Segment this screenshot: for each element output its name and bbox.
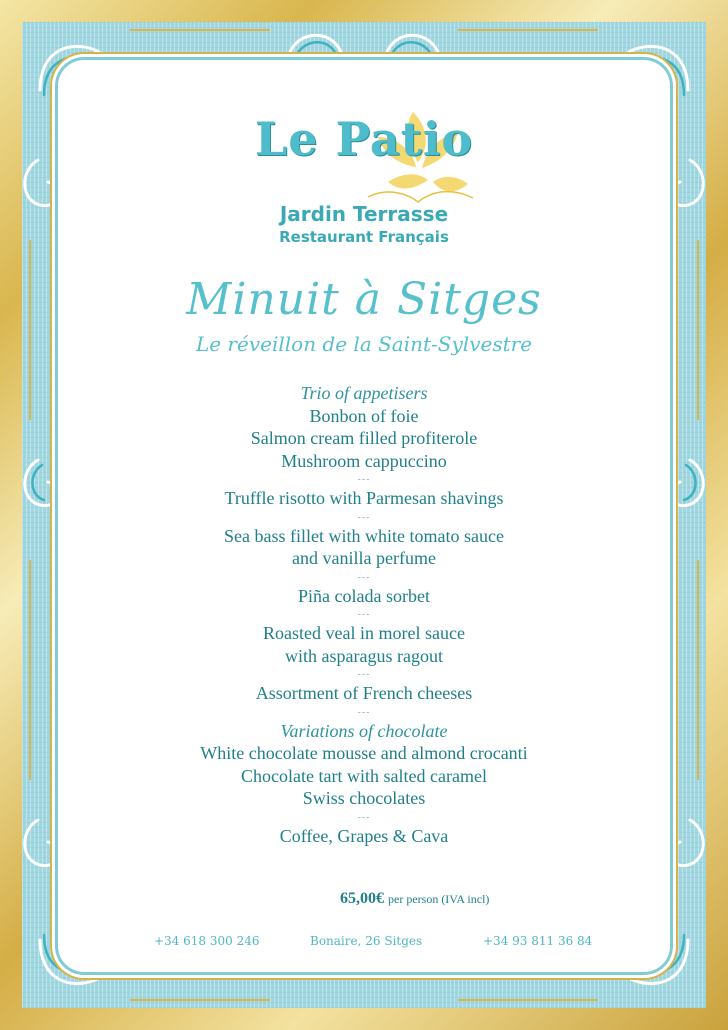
course-heading: Trio of appetisers	[300, 383, 428, 403]
course-heading: Variations of chocolate	[280, 720, 448, 741]
menu-item: Chocolate tart with salted caramel	[241, 765, 487, 786]
restaurant-logo	[58, 60, 670, 200]
phone-right: +34 93 811 36 84	[483, 934, 593, 948]
menu-item: and vanilla perfume	[292, 548, 436, 568]
course-separator: ---	[357, 571, 371, 583]
restaurant-subtitle: Jardin Terrasse	[279, 202, 449, 226]
course-separator: ---	[357, 474, 371, 485]
menu-item: White chocolate mousse and almond crocanti	[200, 743, 528, 763]
address: Bonaire, 26 Sitges	[310, 934, 423, 948]
restaurant-name: Le Patio	[254, 112, 474, 166]
course-separator: ---	[357, 609, 371, 620]
event-title: Minuit à Sitges	[186, 274, 542, 325]
menu-item: Bonbon of foie	[309, 405, 419, 426]
phone-left: +34 618 300 246	[154, 934, 260, 948]
restaurant-tagline: Restaurant Français	[279, 228, 449, 246]
menu-item: Sea bass fillet with white tomato sauce	[224, 525, 504, 546]
menu-content	[58, 60, 670, 972]
menu-item: Truffle risotto with Parmesan shavings	[224, 488, 504, 508]
course-separator: ---	[357, 511, 371, 523]
menu-item: Roasted veal in morel sauce	[263, 623, 465, 643]
price-note: per person (IVA incl)	[388, 892, 490, 906]
menu-item: Swiss chocolates	[302, 788, 426, 808]
menu-item: Piña colada sorbet	[298, 585, 430, 606]
course-separator: ---	[357, 669, 371, 680]
menu-item: Mushroom cappuccino	[281, 450, 447, 471]
event-subtitle: Le réveillon de la Saint-Sylvestre	[195, 332, 533, 356]
menu-list	[58, 382, 670, 847]
price-amount: 65,00€	[340, 890, 384, 907]
price-line	[340, 890, 489, 908]
menu-item: Coffee, Grapes & Cava	[279, 825, 449, 846]
menu-item: Assortment of French cheeses	[255, 683, 473, 703]
menu-item: with asparagus ragout	[285, 645, 443, 666]
menu-item: Salmon cream filled profiterole	[250, 428, 478, 448]
course-separator: ---	[357, 811, 371, 823]
course-separator: ---	[357, 706, 371, 718]
